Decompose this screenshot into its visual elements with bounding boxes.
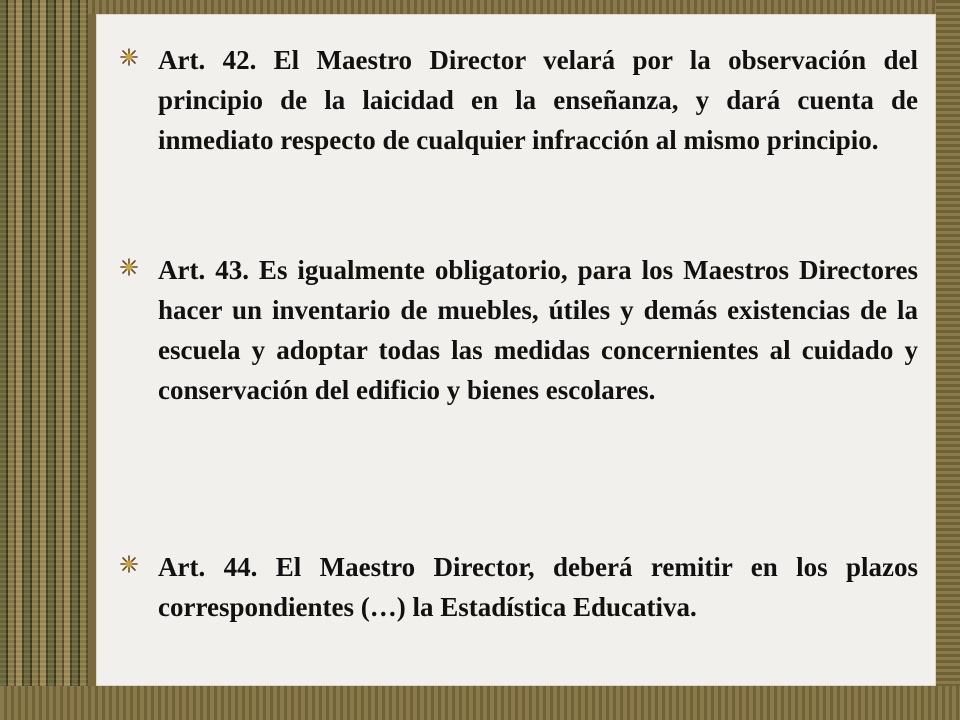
decorative-stripe-band <box>0 0 88 720</box>
star-burst-bullet-icon <box>120 555 138 573</box>
slide-content-panel <box>96 14 936 686</box>
star-burst-bullet-icon <box>120 258 138 276</box>
decorative-frame-top <box>88 0 960 14</box>
decorative-frame-right <box>936 0 960 720</box>
bullet-text: Art. 43. Es igualmente obligatorio, para los Maestros Directores hacer un inventario de muebles, útiles y demás existencias de la escuela y adoptar todas las medidas concernientes al cuidado y conservación del edificio y bienes escolares. <box>158 255 918 405</box>
bullet-text: Art. 44. El Maestro Director, deberá remitir en los plazos correspondientes (…) la Estadística Educativa. <box>158 552 918 622</box>
decorative-frame-bottom <box>0 686 960 720</box>
star-burst-bullet-icon <box>120 48 138 66</box>
bullet-text: Art. 42. El Maestro Director velará por la observación del principio de la laicidad en la enseñanza, y dará cuenta de inmediato respecto de cualquier infracción al mismo principio. <box>158 45 918 155</box>
